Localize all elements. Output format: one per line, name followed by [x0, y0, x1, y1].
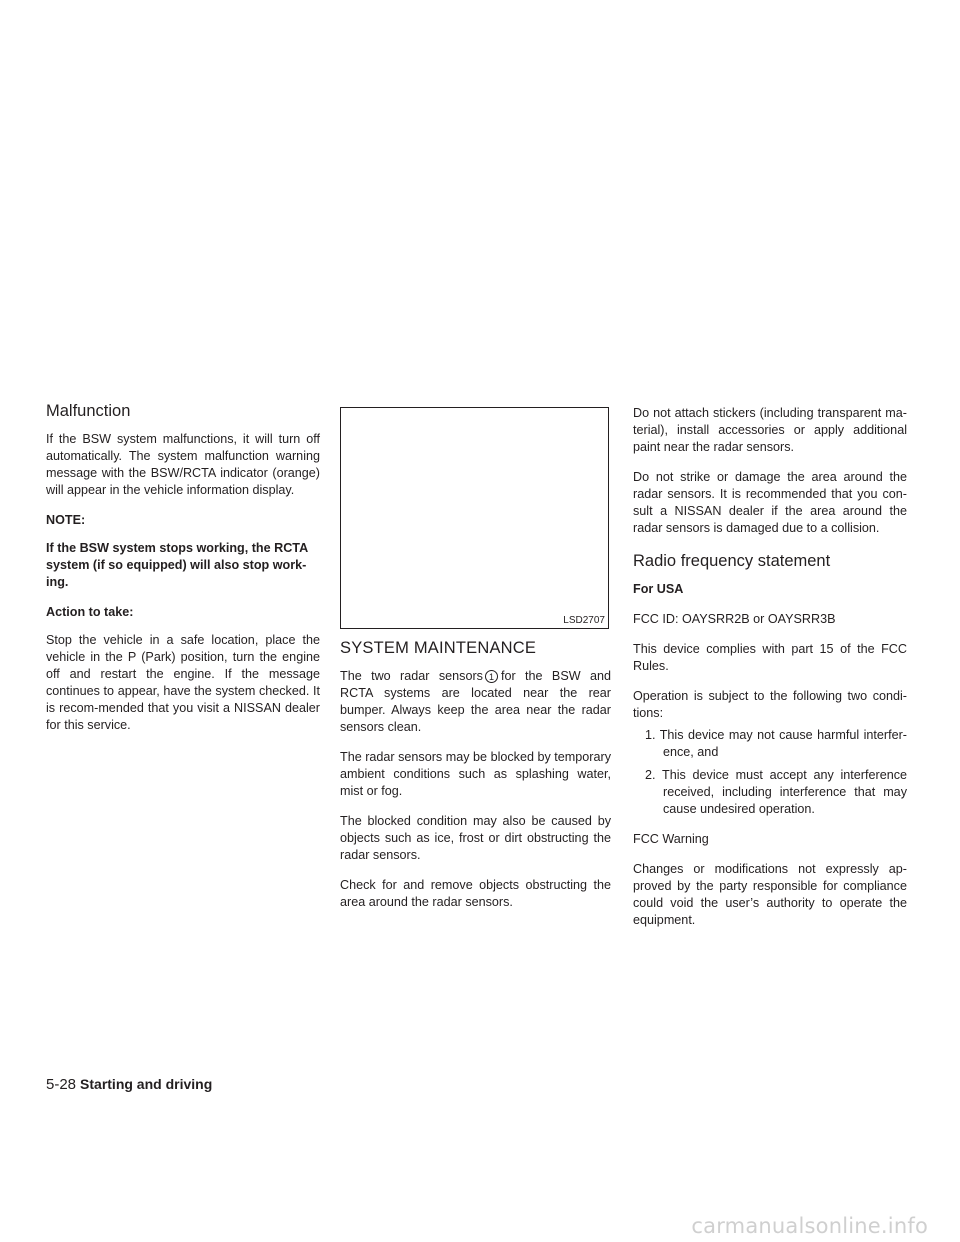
- sensors-text-before: The two radar sensors: [340, 669, 483, 683]
- page-footer: [46, 1074, 212, 1095]
- malfunction-paragraph: If the BSW system malfunctions, it will turn off automatically. The system malfunction warning message with the BSW/RCTA indicator (orange) will appear in the vehicle information display.: [46, 432, 320, 497]
- fcc-rules-paragraph: This device complies with part 15 of the FCC Rules.: [633, 642, 907, 673]
- maintenance-paragraph-2: The radar sensors may be blocked by temporary ambient conditions such as splashing water, mist or fog.: [340, 750, 611, 798]
- maintenance-paragraph-1: [340, 668, 611, 736]
- section-title: Starting and driving: [80, 1076, 213, 1092]
- page-number: 5-28: [46, 1076, 77, 1093]
- malfunction-heading: Malfunction: [46, 402, 131, 420]
- right-column: [633, 405, 907, 942]
- figure-code: LSD2707: [563, 615, 605, 626]
- middle-column: [340, 407, 611, 924]
- action-label: Action to take:: [46, 605, 134, 619]
- watermark: carmanualsonline.info: [691, 1214, 928, 1238]
- note-text: If the BSW system stops working, the RCTA system (if so equipped) will also stop work-ing.: [46, 541, 308, 589]
- list-item: 1. This device may not cause harmful interfer-ence, and: [645, 728, 907, 759]
- action-paragraph: Stop the vehicle in a safe location, place the vehicle in the P (Park) position, turn the engine off and restart the engine. If the message continues to appear, have the system checked. It is recom-mended that you visit a NISSAN dealer for this service.: [46, 633, 320, 732]
- damage-paragraph: Do not strike or damage the area around the radar sensors. It is recommended that you con-sult a NISSAN dealer if the area around the radar sensors is damaged due to a collision.: [633, 470, 907, 535]
- radar-sensor-figure: [340, 407, 609, 629]
- maintenance-paragraph-4: Check for and remove objects obstructing the area around the radar sensors.: [340, 878, 611, 909]
- fcc-warning-label: FCC Warning: [633, 832, 709, 846]
- system-maintenance-heading: SYSTEM MAINTENANCE: [340, 639, 537, 657]
- fcc-id: FCC ID: OAYSRR2B or OAYSRR3B: [633, 612, 836, 626]
- left-column: [46, 400, 320, 747]
- note-label: NOTE:: [46, 513, 86, 527]
- sensors-text-after: for the BSW and RCTA systems are located near the rear bumper. Always keep the area near the radar sensors clean.: [340, 669, 612, 734]
- radio-frequency-heading: Radio frequency statement: [633, 552, 831, 570]
- for-usa-label: For USA: [633, 582, 684, 596]
- conditions-list: [633, 727, 907, 818]
- maintenance-paragraph-3: The blocked condition may also be caused by objects such as ice, frost or dirt obstructing the radar sensors.: [340, 814, 611, 862]
- fcc-warning-paragraph: Changes or modifications not expressly ap-proved by the party responsible for compliance could void the user’s authority to operate the equipment.: [633, 862, 907, 927]
- callout-marker: 1: [485, 670, 498, 683]
- list-item: 2. This device must accept any interference received, including interference that may cause undesired operation.: [645, 768, 907, 816]
- conditions-paragraph: Operation is subject to the following two condi-tions:: [633, 689, 907, 720]
- stickers-paragraph: Do not attach stickers (including transparent ma-terial), install accessories or apply additional paint near the radar sensors.: [633, 406, 907, 454]
